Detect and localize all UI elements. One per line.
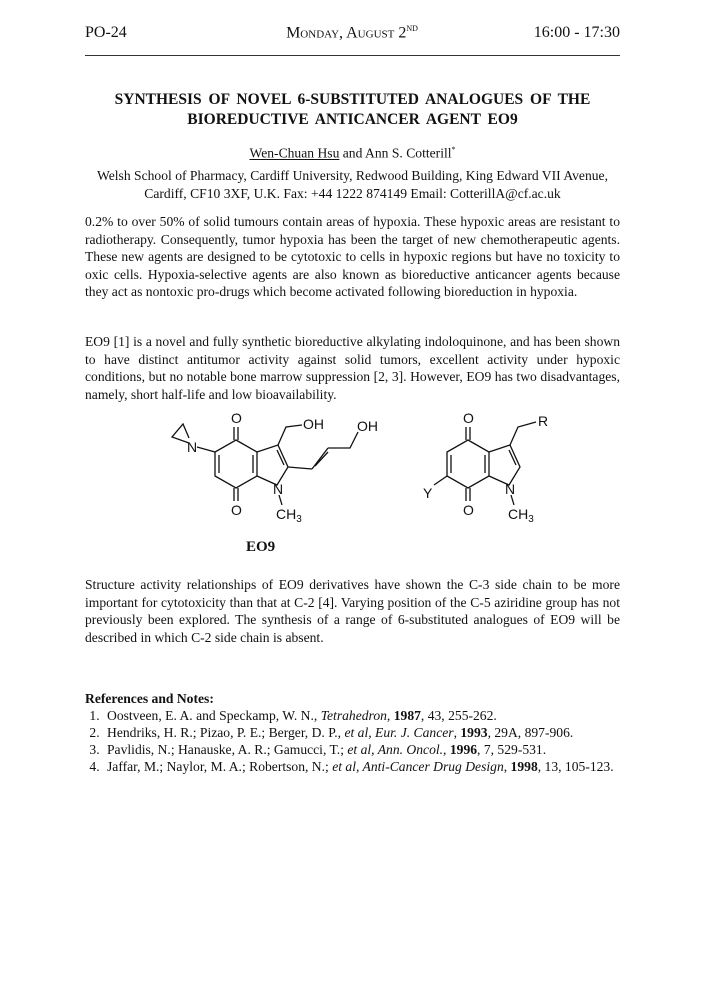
title-line-1: SYNTHESIS OF NOVEL 6-SUBSTITUTED ANALOGUES OF THE <box>114 91 591 108</box>
reference-list <box>85 707 620 775</box>
atom-o: O <box>231 410 242 426</box>
reference-item <box>103 741 620 758</box>
ref-journal: et al, Eur. J. Cancer <box>344 725 454 740</box>
ref-pages: , 29A, 897-906. <box>487 725 574 740</box>
references <box>85 690 620 775</box>
references-heading: References and Notes: <box>85 691 214 706</box>
subscript-3: 3 <box>296 514 302 525</box>
ref-journal: et al, Anti-Cancer Drug Design <box>332 759 504 774</box>
subscript-3: 3 <box>528 514 534 525</box>
title-line-2: BIOREDUCTIVE ANTICANCER AGENT EO9 <box>187 111 518 128</box>
ref-year: 1996 <box>449 742 478 757</box>
session-day-text: Monday, August 2 <box>286 24 407 42</box>
co-author: and Ann S. Cotterill <box>339 145 452 161</box>
paragraph-hypoxia: 0.2% to over 50% of solid tumours contain areas of hypoxia. These hypoxic areas are resistant to radiotherapy. Consequently, tumor hypoxia has been the target of new chemotherapeutic agents. These new agents are designed to be cytotoxic to cells in hypoxic regions but have no toxicity to oxic cells. Hypoxia-selective agents are also known as bioreductive anticancer agents because they act as nontoxic pro-drugs which become activated following bioreduction in hypoxia. <box>85 214 620 299</box>
reference-item <box>103 758 620 775</box>
atom-ch: CH <box>276 506 297 522</box>
chemical-structures-figure <box>160 405 580 560</box>
substituent-r: R <box>538 413 549 429</box>
presenting-author: Wen-Chuan Hsu <box>249 145 340 161</box>
ref-sep: , <box>443 742 450 757</box>
atom-o: O <box>231 502 242 518</box>
atom-n: N <box>505 481 516 497</box>
ref-year: 1987 <box>393 708 421 723</box>
atom-ch: CH <box>508 506 529 522</box>
session-day-sup: ND <box>406 24 418 33</box>
affiliation <box>85 167 620 202</box>
ref-journal: Tetrahedron <box>320 708 387 723</box>
ref-sep: , <box>503 759 511 774</box>
authors <box>85 141 620 162</box>
ref-pages: , 43, 255-262. <box>420 708 497 723</box>
atom-o: O <box>463 410 474 426</box>
ref-sep: , <box>453 725 461 740</box>
eo9-label: EO9 <box>246 539 276 555</box>
session-time: 16:00 - 17:30 <box>533 24 620 41</box>
ref-pages: , 13, 105-123. <box>537 759 614 774</box>
paragraph-eo9: EO9 [1] is a novel and fully synthetic bioreductive alkylating indoloquinone, and has been shown to have distinct antitumor activity against solid tumors, excellent activity under hypoxic conditions, but no notable bone marrow suppression [2, 3]. However, EO9 has two disadvantages, namely, short half-life and low bioavailability. <box>85 334 620 402</box>
atom-n: N <box>273 481 284 497</box>
substituent-y: Y <box>423 485 433 501</box>
paper-title <box>85 90 620 130</box>
ref-authors: Hendriks, H. R.; Pizao, P. E.; Berger, D. P., <box>107 725 345 740</box>
atom-oh: OH <box>303 416 324 432</box>
atom-n: N <box>187 439 198 455</box>
methyl-group <box>276 506 302 525</box>
paragraph-sar: Structure activity relationships of EO9 derivatives have shown the C-3 side chain to be more important for cytotoxicity than that at C-2 [4]. Varying position of the C-5 aziridine group has not previously been explored. The synthesis of a range of 6-substituted analogues of EO9 will be described in which C-2 side chain is absent. <box>85 577 620 645</box>
ref-year: 1998 <box>510 759 538 774</box>
ref-sep: , <box>386 708 394 723</box>
corresponding-mark: * <box>451 145 456 154</box>
reference-item <box>103 707 620 724</box>
ref-authors: Jaffar, M.; Naylor, M. A.; Robertson, N.; <box>107 759 333 774</box>
affiliation-line-2: Cardiff, CF10 3XF, U.K. Fax: +44 1222 874149 Email: CotterillA@cf.ac.uk <box>144 185 561 201</box>
reference-item <box>103 724 620 741</box>
ref-authors: Oostveen, E. A. and Speckamp, W. N., <box>107 708 321 723</box>
ref-year: 1993 <box>460 725 488 740</box>
ref-authors: Pavlidis, N.; Hanauske, A. R.; Gamucci, T.; <box>107 742 348 757</box>
header-rule <box>85 55 620 56</box>
analogue-structure <box>423 410 548 525</box>
affiliation-line-1: Welsh School of Pharmacy, Cardiff University, Redwood Building, King Edward VII Avenue, <box>97 168 608 183</box>
eo9-structure <box>172 424 358 505</box>
atom-o: O <box>463 502 474 518</box>
ref-pages: , 7, 529-531. <box>477 742 547 757</box>
poster-code: PO-24 <box>85 24 127 41</box>
ref-journal: et al, Ann. Oncol. <box>347 742 444 757</box>
methyl-group <box>508 506 534 525</box>
atom-oh: OH <box>357 418 378 434</box>
